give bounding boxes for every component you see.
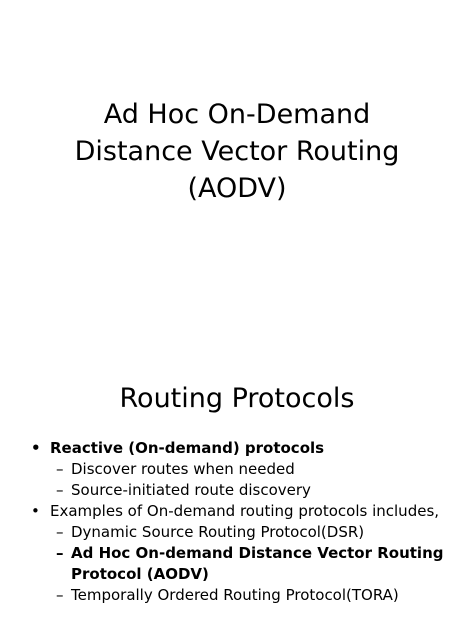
bullet-marker: • — [31, 439, 41, 457]
bullet-text: Source-initiated route discovery — [71, 481, 311, 499]
dash-marker: – — [56, 544, 64, 562]
dash-marker: – — [56, 586, 64, 604]
bullet-text: Discover routes when needed — [71, 460, 295, 478]
bullet-text-continued: Protocol (AODV) — [71, 565, 209, 583]
subbullet-aodv — [0, 543, 474, 585]
subbullet-discover-routes — [0, 459, 474, 480]
bullet-examples — [0, 501, 474, 522]
bullet-text: Ad Hoc On-demand Distance Vector Routing — [71, 544, 444, 562]
bullet-reactive-protocols — [0, 438, 474, 459]
slide-title — [0, 96, 474, 207]
slide-heading: Routing Protocols — [119, 383, 355, 414]
bullet-text: Examples of On-demand routing protocols includes, — [50, 502, 440, 520]
subbullet-tora — [0, 585, 474, 606]
content-slide — [0, 316, 474, 632]
dash-marker: – — [56, 523, 64, 541]
bullet-list — [0, 438, 474, 606]
subbullet-source-initiated — [0, 480, 474, 501]
title-line-2: Distance Vector Routing — [74, 136, 400, 167]
bullet-text: Temporally Ordered Routing Protocol(TORA) — [71, 586, 399, 604]
bullet-text: Dynamic Source Routing Protocol(DSR) — [71, 523, 365, 541]
title-line-1: Ad Hoc On-Demand — [103, 99, 371, 130]
dash-marker: – — [56, 481, 64, 499]
dash-marker: – — [56, 460, 64, 478]
bullet-marker: • — [31, 502, 40, 520]
bullet-text: Reactive (On-demand) protocols — [50, 439, 325, 457]
subbullet-dsr — [0, 522, 474, 543]
title-line-3: (AODV) — [187, 173, 287, 204]
